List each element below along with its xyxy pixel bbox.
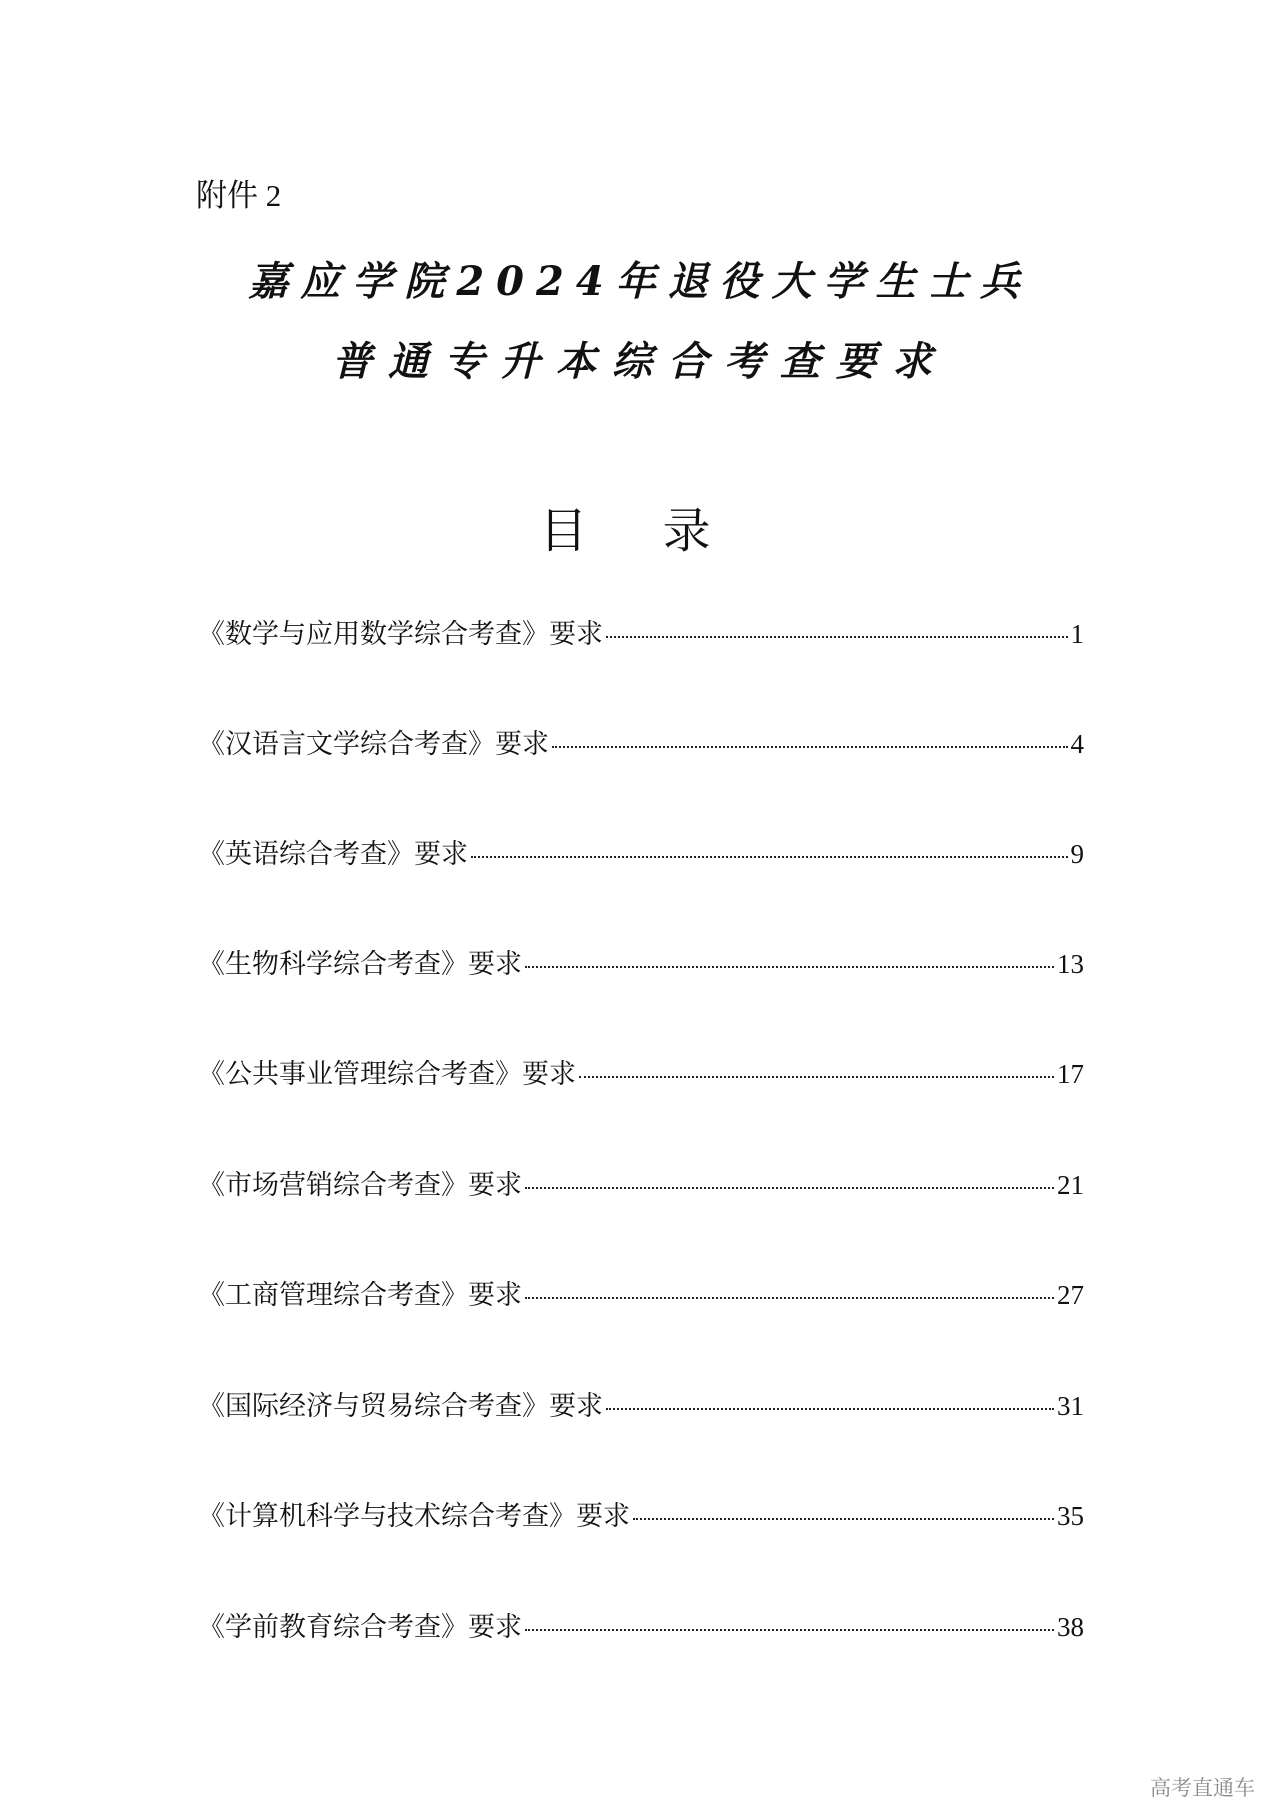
toc-entry[interactable] — [198, 612, 1084, 648]
toc-entry[interactable] — [198, 832, 1084, 868]
leader-dots — [579, 1076, 1054, 1078]
toc-entry-page: 31 — [1057, 1391, 1084, 1421]
toc-entry-page: 27 — [1057, 1280, 1084, 1310]
attachment-label: 附件 2 — [196, 178, 282, 213]
toc-entry-page: 9 — [1070, 839, 1084, 869]
document-title-line1: 嘉应学院2024年退役大学生士兵 — [248, 258, 1032, 305]
toc-entry-label: 《计算机科学与技术综合考查》要求 — [198, 1501, 630, 1531]
toc-entry[interactable] — [198, 1384, 1084, 1420]
toc-entry-page: 35 — [1057, 1501, 1084, 1531]
toc-entry-label: 《学前教育综合考查》要求 — [198, 1612, 522, 1642]
toc-entry[interactable] — [198, 722, 1084, 758]
document-title-line2: 普通专升本综合考查要求 — [332, 338, 948, 385]
toc-entry[interactable] — [198, 1605, 1084, 1641]
toc-entry-label: 《市场营销综合考查》要求 — [198, 1170, 522, 1200]
toc-entry-label: 《公共事业管理综合考查》要求 — [198, 1059, 576, 1089]
toc-entry-page: 21 — [1057, 1170, 1084, 1200]
leader-dots — [606, 1408, 1054, 1410]
leader-dots — [525, 1629, 1054, 1631]
toc-entry-label: 《英语综合考查》要求 — [198, 839, 468, 869]
toc-entry[interactable] — [198, 1052, 1084, 1088]
leader-dots — [525, 1297, 1054, 1299]
toc-entry-page: 17 — [1057, 1059, 1084, 1089]
watermark: 高考直通车 — [1150, 1776, 1255, 1800]
toc-entry-label: 《生物科学综合考查》要求 — [198, 949, 522, 979]
leader-dots — [471, 856, 1068, 858]
toc-entry[interactable] — [198, 1163, 1084, 1199]
toc-heading: 目 录 — [539, 503, 741, 559]
leader-dots — [633, 1518, 1054, 1520]
toc-entry-label: 《汉语言文学综合考查》要求 — [198, 729, 549, 759]
leader-dots — [606, 636, 1068, 638]
toc-entry-page: 4 — [1070, 729, 1084, 759]
toc-entry[interactable] — [198, 1273, 1084, 1309]
toc-entry-page: 13 — [1057, 949, 1084, 979]
toc-entry-label: 《国际经济与贸易综合考查》要求 — [198, 1391, 603, 1421]
toc-entry-label: 《工商管理综合考查》要求 — [198, 1280, 522, 1310]
toc-entry-label: 《数学与应用数学综合考查》要求 — [198, 619, 603, 649]
leader-dots — [525, 966, 1054, 968]
leader-dots — [525, 1187, 1054, 1189]
toc-entry[interactable] — [198, 942, 1084, 978]
toc-entry-page: 1 — [1070, 619, 1084, 649]
toc-entry[interactable] — [198, 1494, 1084, 1530]
leader-dots — [552, 746, 1068, 748]
toc-entry-page: 38 — [1057, 1612, 1084, 1642]
